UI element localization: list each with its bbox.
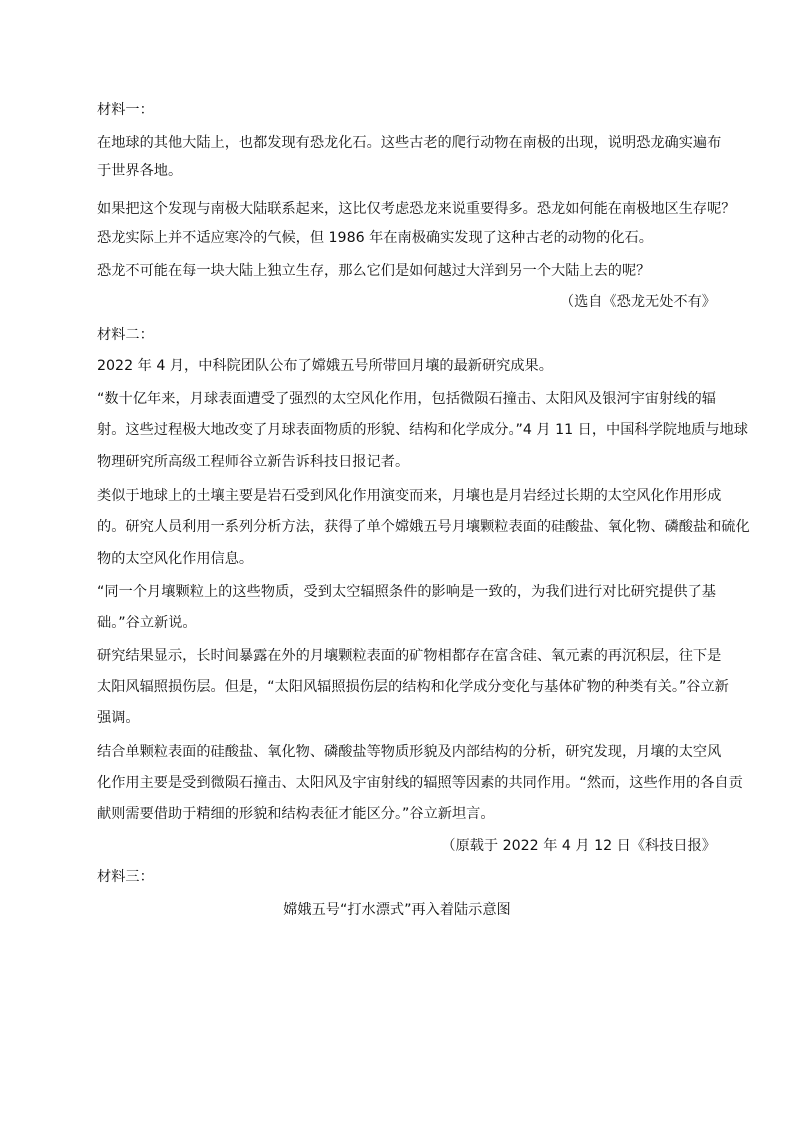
material1-source: （选自《恐龙无处不有》 (559, 294, 716, 310)
material2-line-6: 的。研究人员利用一系列分析方法，获得了单个嫦娥五号月壤颗粒表面的硅酸盐、氧化物、磷酸盐和硫化 (97, 519, 750, 535)
material2-line-13: 结合单颗粒表面的硅酸盐、氧化物、磷酸盐等物质形貌及内部结构的分析，研究发现，月壤的太空风 (97, 744, 722, 760)
material2-line-10: 研究结果显示，长时间暴露在外的月壤颗粒表面的矿物相都存在富含硅、氧元素的再沉积层，往下是 (97, 648, 722, 664)
material2-line-14: 化作用主要是受到微陨石撞击、太阳风及宇宙射线的辐照等因素的共同作用。“然而，这些作用的各自贡 (97, 775, 743, 791)
material1-line-5: 恐龙不可能在每一块大陆上独立生存，那么它们是如何越过大洋到另一个大陆上去的呢？ (97, 263, 651, 279)
material2-line-3: 射。这些过程极大地改变了月球表面物质的形貌、结构和化学成分。”4 月 11 日，中国科学院地质与地球 (97, 422, 748, 438)
material2-line-15: 献则需要借助于精细的形貌和结构表征才能区分。”谷立新坦言。 (97, 806, 495, 822)
material2-line-5: 类似于地球上的土壤主要是岩石受到风化作用演变而来，月壤也是月岩经过长期的太空风化作用形成 (97, 488, 722, 504)
figure-caption: 嫦娥五号“打水漂式”再入着陆示意图 (283, 902, 511, 918)
material2-line-2: “数十亿年来，月球表面遭受了强烈的太空风化作用，包括微陨石撞击、太阳风及银河宇宙射线的辐 (97, 391, 716, 407)
material2-line-7: 物的太空风化作用信息。 (97, 551, 254, 567)
material2-line-8: “同一个月壤颗粒上的这些物质，受到太空辐照条件的影响是一致的，为我们进行对比研究提供了基 (97, 584, 716, 600)
material1-line-2: 于世界各地。 (97, 163, 183, 179)
material1-line-1: 在地球的其他大陆上，也都发现有恐龙化石。这些古老的爬行动物在南极的出现，说明恐龙确实遍布 (97, 135, 722, 151)
material1-heading: 材料一： (97, 102, 154, 118)
material2-line-12: 强调。 (97, 710, 140, 726)
material2-heading: 材料二： (97, 327, 154, 343)
material2-line-11: 太阳风辐照损伤层。但是，“太阳风辐照损伤层的结构和化学成分变化与基体矿物的种类有关。”谷立新 (97, 679, 729, 695)
material2-line-1: 2022 年 4 月，中科院团队公布了嫦娥五号所带回月壤的最新研究成果。 (97, 358, 553, 374)
material2-line-9: 础。”谷立新说。 (97, 615, 197, 631)
material1-line-3: 如果把这个发现与南极大陆联系起来，这比仅考虑恐龙来说重要得多。恐龙如何能在南极地区生存呢？ (97, 201, 736, 217)
material2-line-4: 物理研究所高级工程师谷立新告诉科技日报记者。 (97, 454, 410, 470)
material2-source: （原载于 2022 年 4 月 12 日《科技日报》 (441, 838, 716, 854)
material1-line-4: 恐龙实际上并不适应寒冷的气候，但 1986 年在南极确实发现了这种古老的动物的化石。 (97, 230, 653, 246)
material3-heading: 材料三： (97, 869, 154, 885)
